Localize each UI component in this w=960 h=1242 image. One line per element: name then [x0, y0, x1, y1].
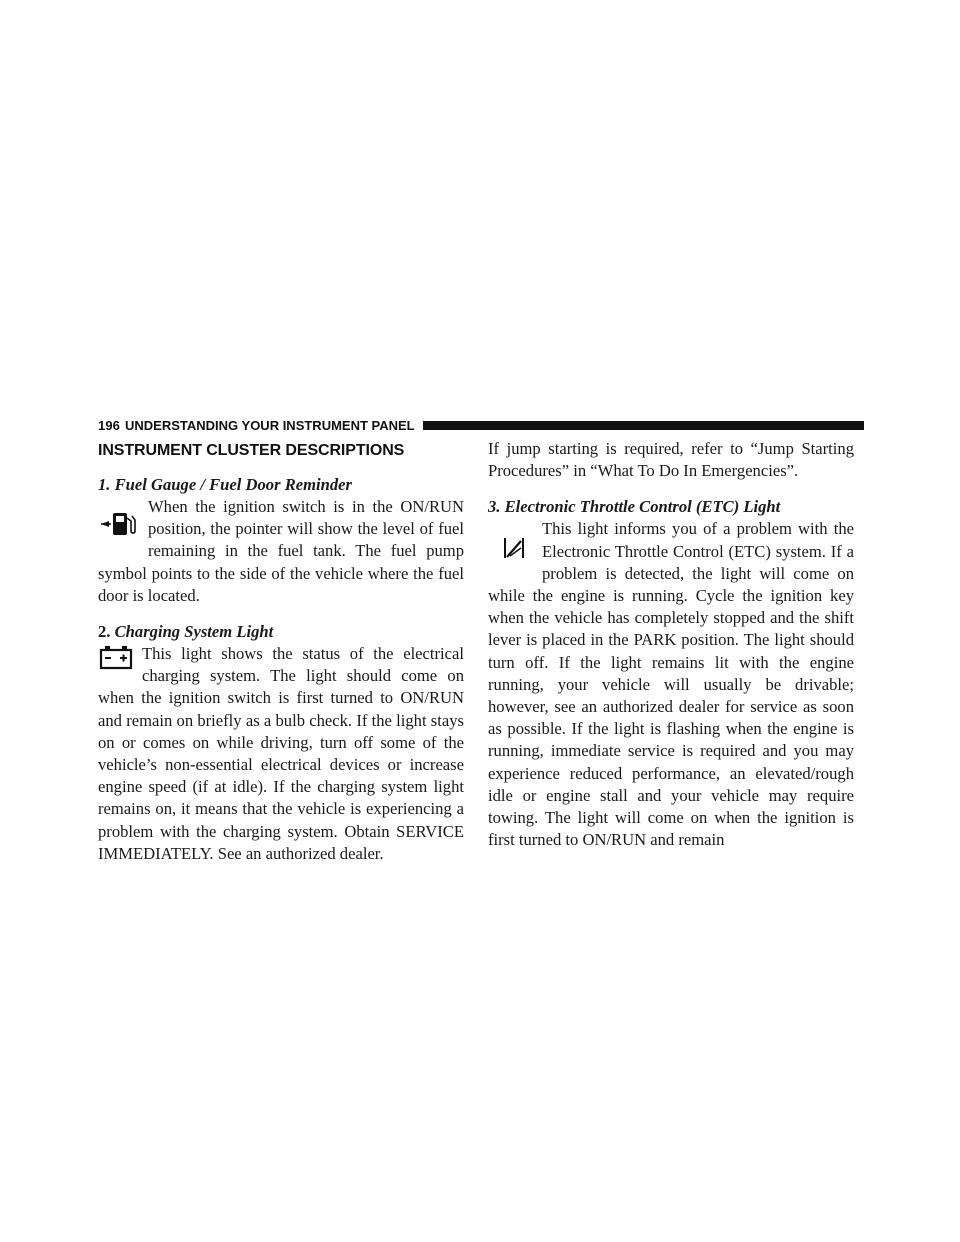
page-header [98, 416, 864, 436]
left-column [98, 438, 464, 865]
header-rule [423, 421, 864, 430]
section-heading: INSTRUMENT CLUSTER DESCRIPTIONS [98, 442, 405, 459]
throttle-icon [488, 518, 540, 582]
item2-text: This light shows the status of the electrical charging system. The light should come on when the ignition switch is first turned to ON/RUN and remain on briefly as a bulb check. If the light stays on or comes on while driving, turn off some of the vehicle’s non-essential electrical devices or increase engine speed (if at idle). If the charging system light remains on, it means that the vehicle is experiencing a problem with the charging system. Obtain SERVICE IMMEDIATELY. See an authorized dealer. [98, 644, 464, 863]
right-column [488, 438, 854, 851]
item2-number: 2. [98, 622, 111, 642]
section-title: UNDERSTANDING YOUR INSTRUMENT PANEL [125, 418, 415, 433]
item1-title: 1. Fuel Gauge / Fuel Door Reminder [98, 475, 352, 494]
item1-text: When the ignition switch is in the ON/RUN position, the pointer will show the level of fuel remaining in the fuel tank. The fuel pump symbol points to the side of the vehicle where the fuel door is located. [98, 497, 464, 605]
continuation-text: If jump starting is required, refer to “Jump Starting Procedures” in “What To Do In Emergencies”. [488, 439, 854, 481]
fuel-pump-icon [98, 496, 142, 560]
battery-icon [98, 643, 136, 687]
item2-title-text: Charging System Light [114, 622, 274, 642]
item2-body [98, 643, 464, 865]
item1-body [98, 496, 464, 607]
item3-text: This light informs you of a problem with the Electronic Throttle Control (ETC) system. If a problem is detected, the light will come on while the engine is running. Cycle the ignition key when the vehicle has completely stopped and the shift lever is placed in the PARK position. The light should turn off. If the light remains lit with the engine running, your vehicle will usually be drivable; however, see an authorized dealer for service as soon as possible. If the light is flashing when the engine is running, immediate service is required and you may experience reduced performance, an elevated/rough idle or engine stall and your vehicle may require towing. The light will come on when the ignition is first turned to ON/RUN and remain [488, 519, 854, 850]
page-number: 196 [98, 418, 120, 433]
item3-title: 3. Electronic Throttle Control (ETC) Light [488, 497, 781, 517]
item3-body [488, 518, 854, 851]
item2-title [98, 621, 464, 643]
